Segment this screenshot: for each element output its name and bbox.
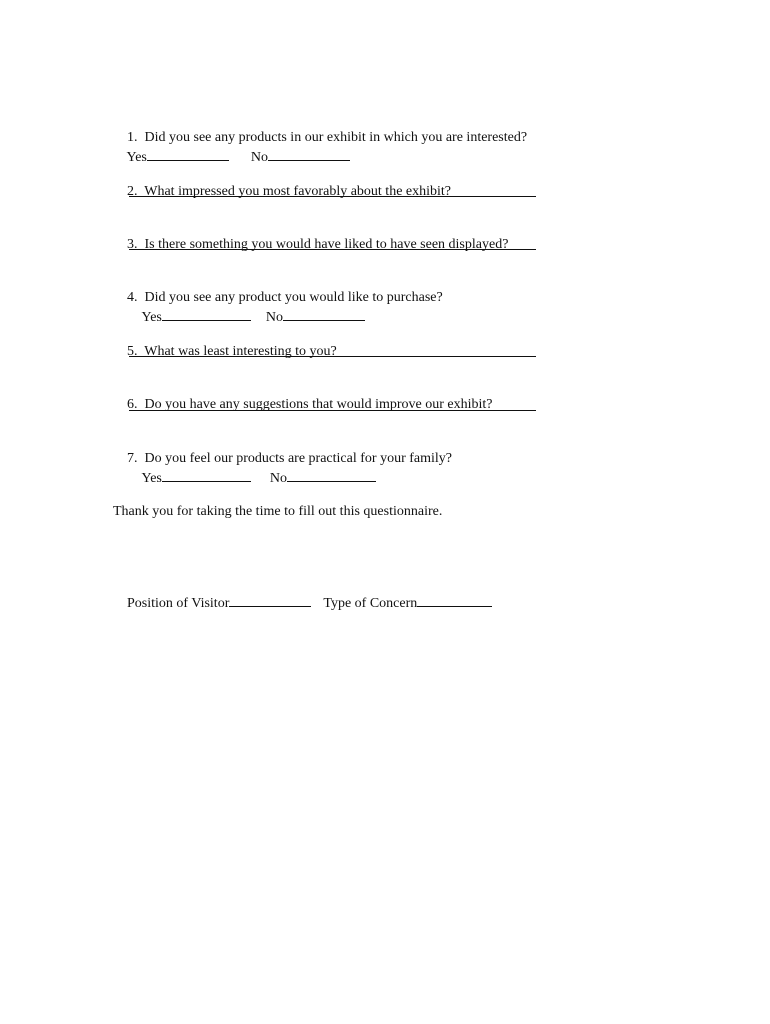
no-blank[interactable]	[283, 307, 365, 321]
question-number: 3.	[127, 237, 138, 252]
answer-line[interactable]	[129, 196, 536, 197]
no-label: No	[250, 150, 268, 165]
question-text: Did you see any product you would like to purchase?	[144, 290, 443, 305]
question-number: 7.	[127, 451, 138, 466]
question-text: Is there something you would have liked to have seen displayed?	[144, 237, 509, 252]
question-text: Do you feel our products are practical for your family?	[144, 451, 452, 466]
question-7-answers	[128, 450, 376, 506]
question-5	[113, 325, 337, 379]
question-3	[113, 218, 508, 272]
position-of-visitor-label: Position of Visitor	[127, 596, 230, 611]
no-blank[interactable]	[268, 147, 350, 161]
question-number: 1.	[127, 130, 138, 145]
question-number: 4.	[127, 290, 138, 305]
question-text: What was least interesting to you?	[144, 344, 337, 359]
answer-line[interactable]	[129, 410, 536, 411]
answer-line[interactable]	[129, 356, 536, 357]
yes-label: Yes	[141, 310, 162, 325]
no-label: No	[269, 471, 287, 486]
type-of-concern-label: Type of Concern	[323, 596, 418, 611]
no-blank[interactable]	[287, 468, 376, 482]
question-text: What impressed you most favorably about the exhibit?	[144, 184, 452, 199]
question-number: 5.	[127, 344, 138, 359]
question-2	[113, 165, 451, 219]
type-of-concern-blank[interactable]	[417, 593, 492, 607]
footer-fields	[113, 575, 492, 631]
position-of-visitor-blank[interactable]	[229, 593, 311, 607]
question-number: 2.	[127, 184, 138, 199]
no-label: No	[265, 310, 283, 325]
yes-blank[interactable]	[147, 147, 229, 161]
closing-message: Thank you for taking the time to fill out this questionnaire.	[113, 504, 443, 519]
yes-blank[interactable]	[162, 307, 251, 321]
question-6	[113, 378, 493, 432]
answer-line[interactable]	[129, 249, 536, 250]
yes-label: Yes	[126, 150, 147, 165]
question-number: 6.	[127, 397, 138, 412]
question-text: Do you have any suggestions that would improve our exhibit?	[144, 397, 493, 412]
question-text: Did you see any products in our exhibit in which you are interested?	[144, 130, 528, 145]
yes-label: Yes	[141, 471, 162, 486]
yes-blank[interactable]	[162, 468, 251, 482]
